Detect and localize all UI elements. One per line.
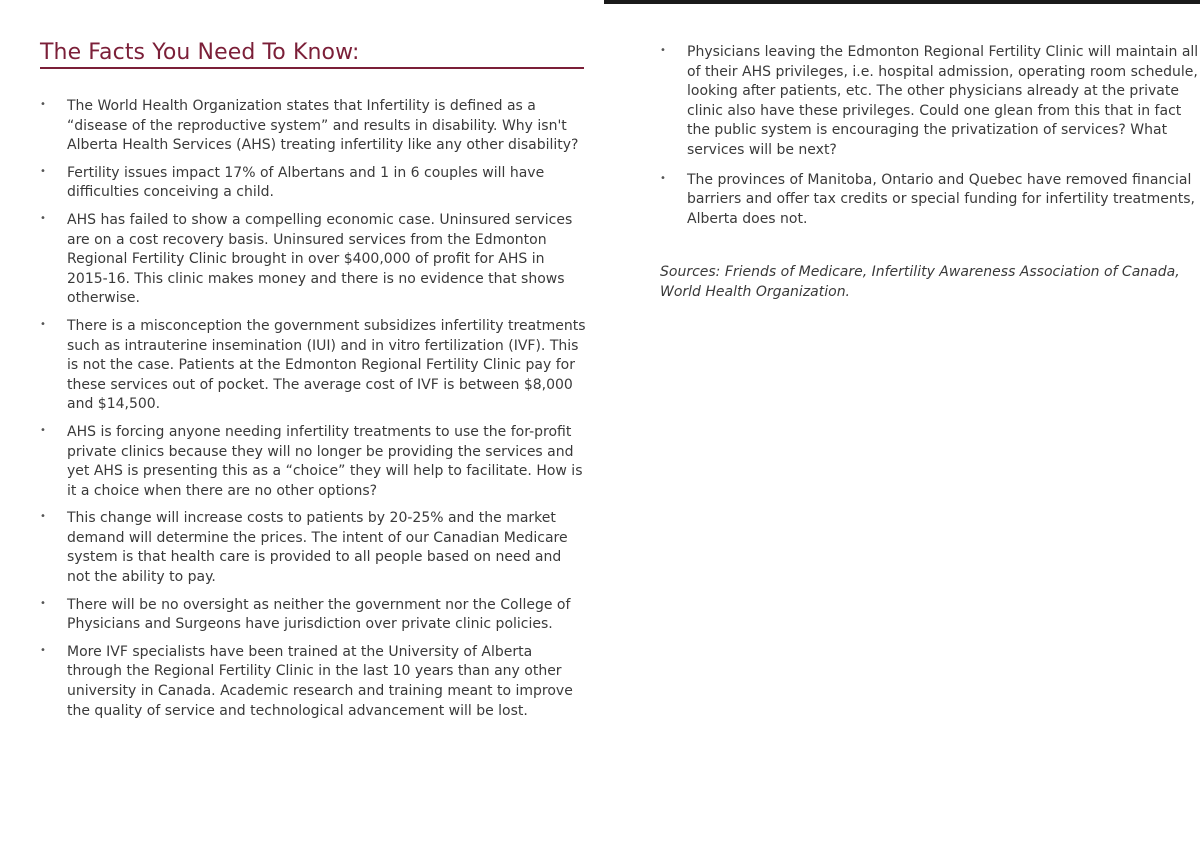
fact-text: Physicians leaving the Edmonton Regional Fertility Clinic will maintain all of their AHS privileges, i.e. hospital admission, operating room schedule, looking after patients, etc. The other physicians already at the private clinic also have these privileges. Could one glean from this that in fact the public system is encouraging the privatization of services? What services will be next? (687, 44, 1199, 158)
bullet-icon: • (40, 644, 46, 656)
fact-item (40, 164, 588, 203)
bullet-icon: • (660, 45, 666, 56)
fact-text: There will be no oversight as neither the government nor the College of Physicians and Surgeons have jurisdiction over private clinic policies. (67, 596, 571, 633)
bullet-icon: • (40, 99, 46, 110)
fact-item (40, 211, 588, 309)
bullet-icon: • (40, 424, 46, 436)
fact-text: This change will increase costs to patients by 20-25% and the market demand will determine the prices. The intent of our Canadian Medicare system is that health care is provided to all people based on need and not the ability to pay. (67, 510, 568, 586)
fact-text: The provinces of Manitoba, Ontario and Quebec have removed financial barriers and offer tax credits or special funding for infertility treatments, Alberta does not. (687, 171, 1195, 227)
fact-text: AHS is forcing anyone needing infertility treatments to use the for-profit private clinics because they will no longer be providing the services and yet AHS is presenting this as a “choice” they will help to facilitate. How is it a choice when there are no other options? (67, 423, 583, 499)
facts-list-right (660, 43, 1200, 239)
fact-item (40, 97, 588, 156)
fact-text: Fertility issues impact 17% of Albertans and 1 in 6 couples will have difficulties conceiving a child. (67, 164, 545, 201)
fact-item (40, 643, 588, 721)
facts-list-left (40, 97, 588, 729)
fact-text: The World Health Organization states that Infertility is defined as a “disease of the reproductive system” and results in disability. Why isn't Alberta Health Services (AHS) treating infertility like any other disability? (67, 98, 579, 154)
page-heading: The Facts You Need To Know: (40, 40, 360, 65)
bullet-icon: • (40, 511, 46, 523)
fact-item (40, 509, 588, 587)
bullet-icon: • (40, 212, 46, 224)
fact-item (40, 423, 588, 501)
fact-item (660, 43, 1200, 161)
fact-item (40, 596, 588, 635)
fact-text: AHS has failed to show a compelling economic case. Uninsured services are on a cost recovery basis. Uninsured services from the Edmonton Regional Fertility Clinic brought in over $400,000 of profit for AHS in 2015-16. This clinic makes money and there is no evidence that shows otherwise. (67, 211, 573, 307)
bullet-icon: • (40, 318, 46, 330)
bullet-icon: • (660, 172, 666, 184)
fact-text: More IVF specialists have been trained at the University of Alberta through the Regional Fertility Clinic in the last 10 years than any other university in Canada. Academic research and training meant to improve the quality of service and technological advancement will be lost. (67, 643, 573, 719)
fact-item (40, 317, 588, 415)
top-divider-rule (604, 0, 1200, 4)
bullet-icon: • (40, 597, 46, 609)
heading-underline (40, 67, 584, 69)
sources-citation: Sources: Friends of Medicare, Infertility Awareness Association of Canada, World Health Organization. (660, 264, 1180, 300)
fact-item (660, 171, 1200, 230)
bullet-icon: • (40, 165, 46, 177)
fact-text: There is a misconception the government subsidizes infertility treatments such as intrauterine insemination (IUI) and in vitro fertilization (IVF). This is not the case. Patients at the Edmonton Regional Fertility Clinic pay for these services out of pocket. The average cost of IVF is between $8,000 and $14,500. (67, 317, 586, 413)
